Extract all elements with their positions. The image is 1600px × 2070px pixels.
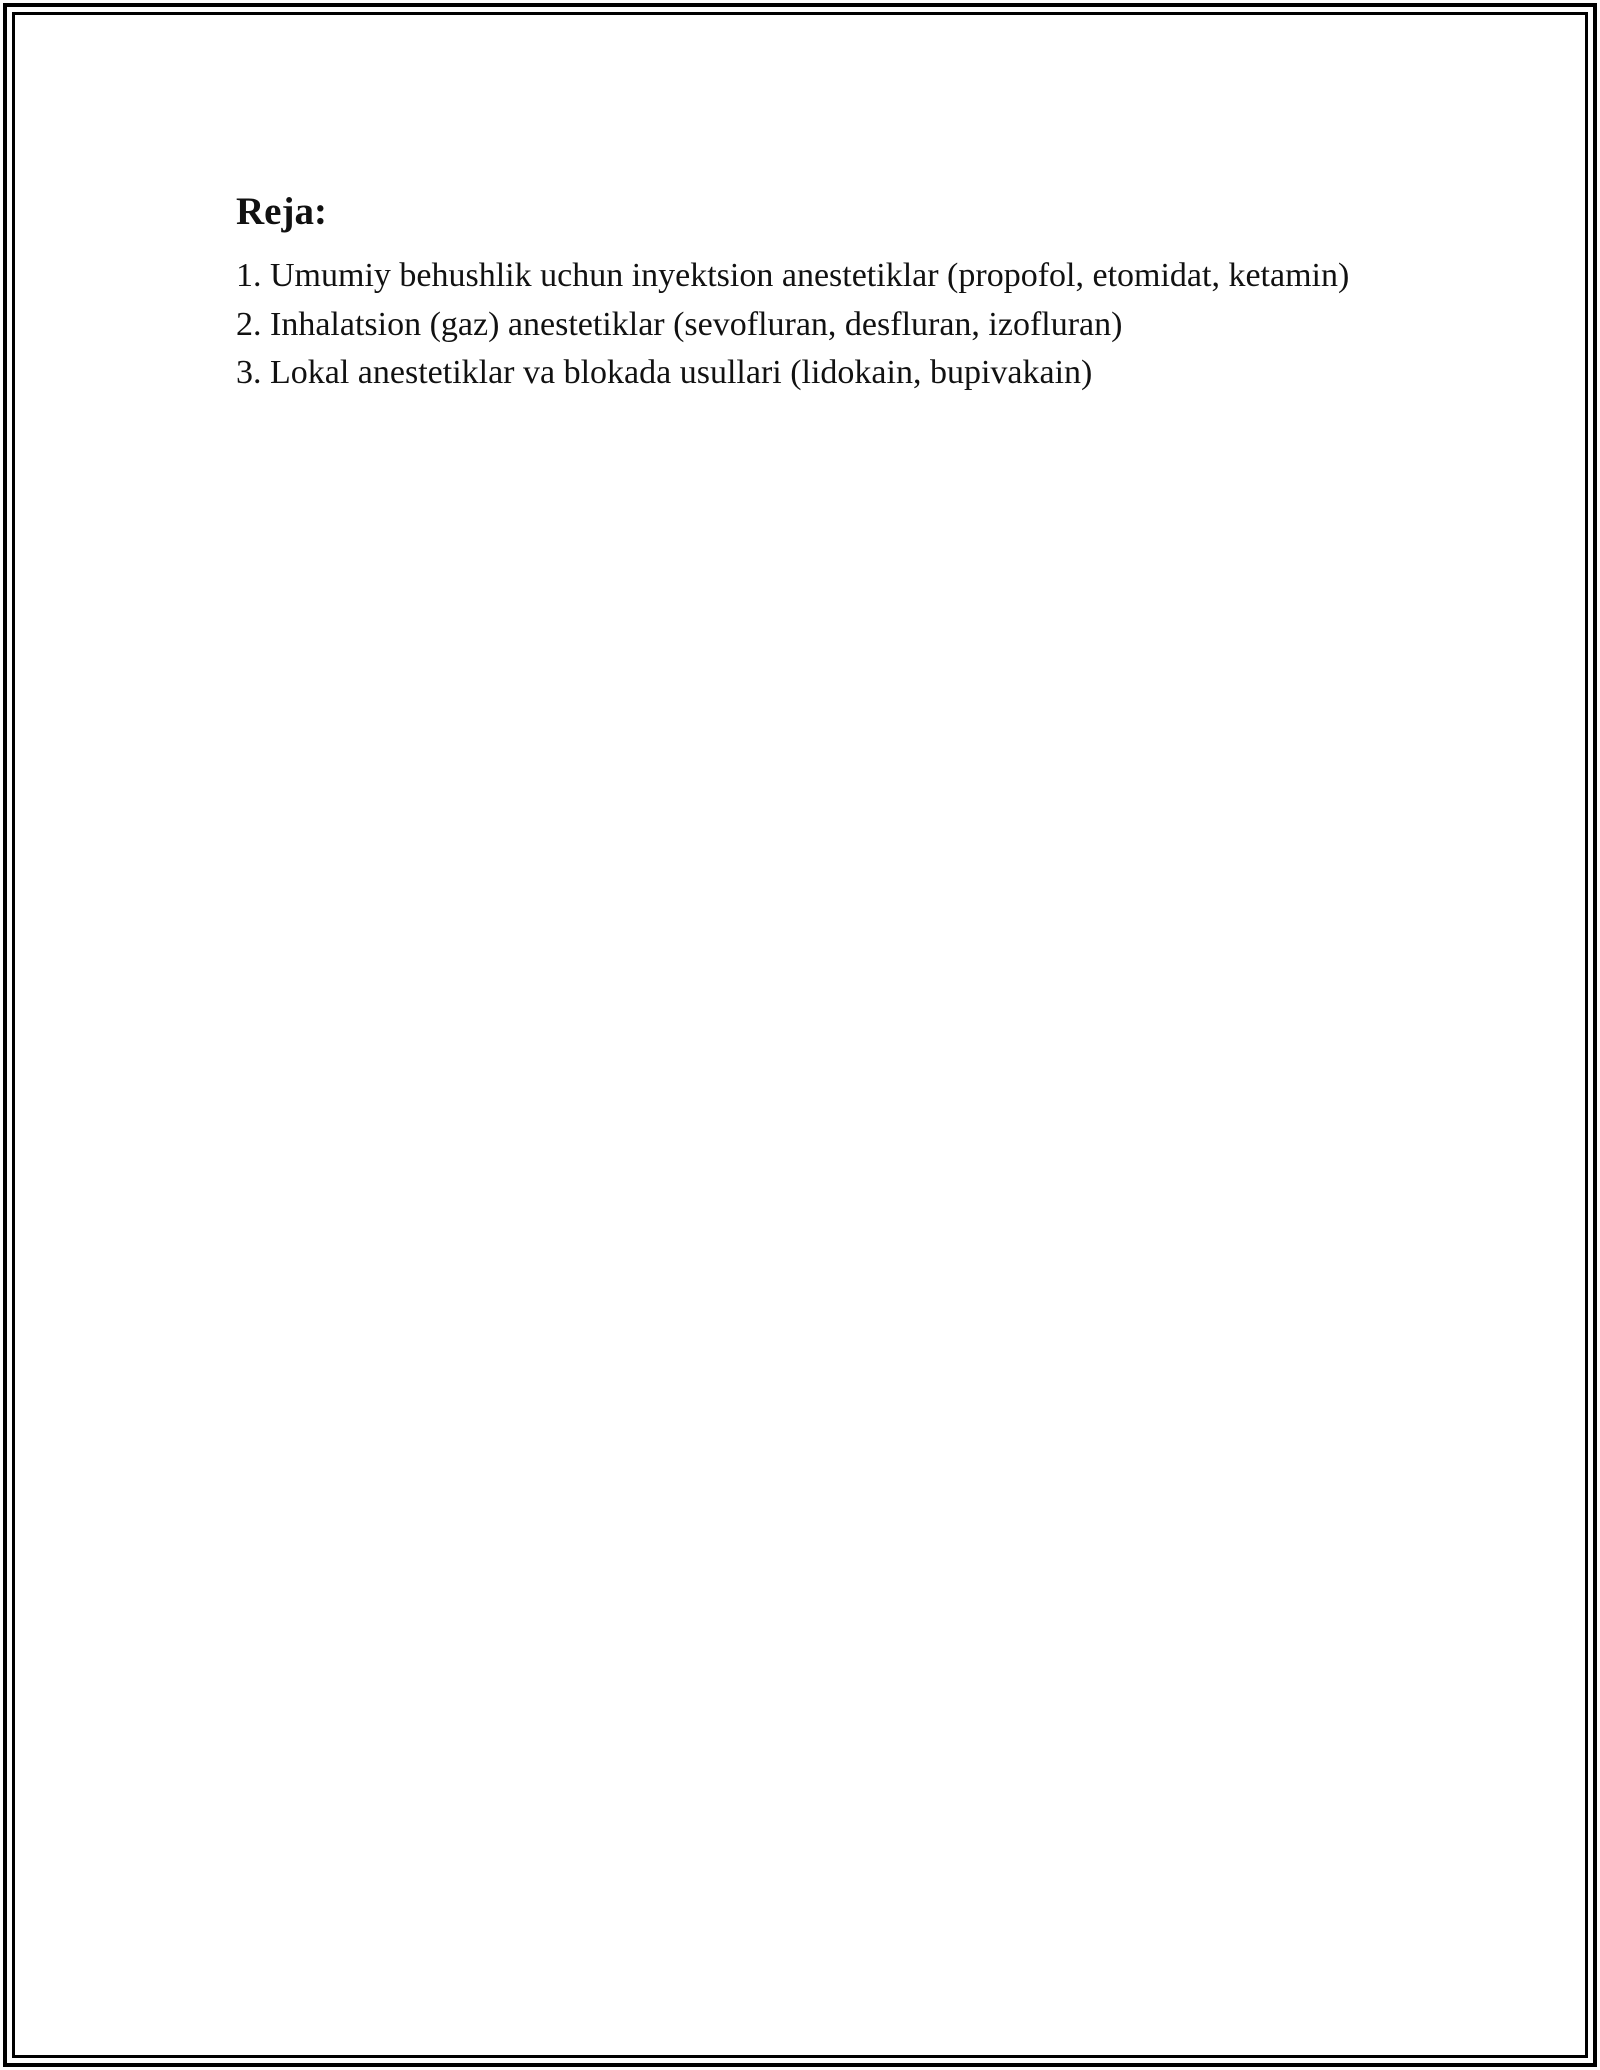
plan-list: [236, 252, 1356, 398]
plan-heading: Reja:: [236, 190, 327, 233]
document-content: [236, 184, 1356, 398]
plan-item-1: 1. Umumiy behushlik uchun inyektsion anestetiklar (propofol, etomidat, ketamin): [236, 257, 1350, 294]
plan-item-2: 2. Inhalatsion (gaz) anestetiklar (sevofluran, desfluran, izofluran): [236, 305, 1123, 343]
plan-item-3: 3. Lokal anestetiklar va blokada usullari (lidokain, bupivakain): [236, 354, 1093, 391]
